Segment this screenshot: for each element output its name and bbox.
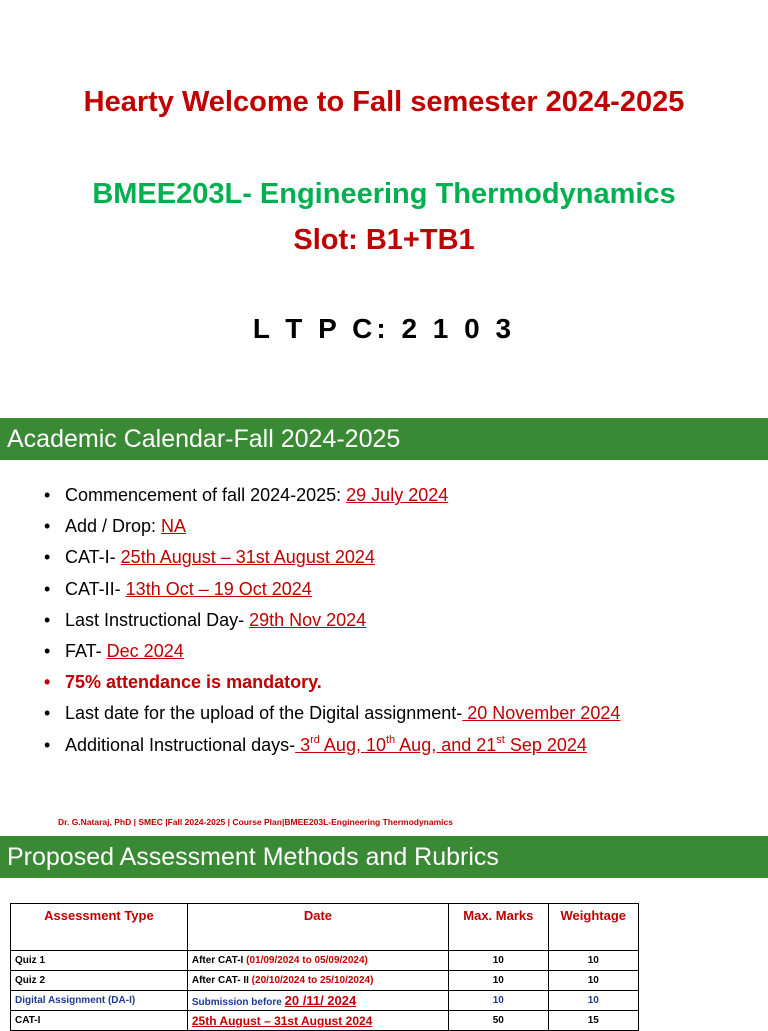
welcome-title: Hearty Welcome to Fall semester 2024-2025 xyxy=(83,86,685,118)
col-header: Max. Marks xyxy=(449,904,548,951)
list-item: • CAT-II- 13th Oct – 19 Oct 2024 xyxy=(44,578,312,599)
table-row: Digital Assignment (DA-I) Submission before 20 /11/ 2024 10 10 xyxy=(11,991,639,1011)
list-item: • Additional Instructional days- 3rd Aug, 10th Aug, and 21st Sep 2024 xyxy=(44,733,587,755)
list-item: • CAT-I- 25th August – 31st August 2024 xyxy=(44,547,375,568)
list-item: • Commencement of fall 2024-2025: 29 July 2024 xyxy=(44,485,449,505)
table-row: CAT-I 25th August – 31st August 2024 50 15 xyxy=(11,1011,639,1031)
col-header: Date xyxy=(187,904,448,951)
table-header-row xyxy=(11,904,639,951)
title-slide xyxy=(0,0,768,415)
table-row: Quiz 2 After CAT- II (20/10/2024 to 25/10/2024) 10 10 xyxy=(11,971,639,991)
calendar-heading: Academic Calendar-Fall 2024-2025 xyxy=(0,418,768,460)
assessment-table xyxy=(10,903,639,1031)
col-header: Weightage xyxy=(548,904,638,951)
calendar-list xyxy=(44,480,620,761)
table-row: Quiz 1 After CAT-I (01/09/2024 to 05/09/2024) 10 10 xyxy=(11,951,639,971)
assessment-heading: Proposed Assessment Methods and Rubrics xyxy=(0,836,768,878)
list-item: • FAT- Dec 2024 xyxy=(44,640,184,661)
course-title: BMEE203L- Engineering Thermodynamics xyxy=(92,178,676,210)
list-item: • Add / Drop: NA xyxy=(44,516,187,537)
list-item: • Last Instructional Day- 29th Nov 2024 xyxy=(44,609,367,630)
col-header: Assessment Type xyxy=(11,904,188,951)
slide-footer: Dr. G.Nataraj, PhD | SMEC |Fall 2024-2025 | Course Plan|BMEE203L-Engineering Thermodynamics xyxy=(58,817,453,827)
ltpc-line: L T P C: 2 1 0 3 xyxy=(252,313,516,344)
slot-title: Slot: B1+TB1 xyxy=(293,224,475,256)
list-item: • Last date for the upload of the Digital assignment- 20 November 2024 xyxy=(44,703,621,724)
list-item-attendance: • 75% attendance is mandatory. xyxy=(44,672,322,693)
